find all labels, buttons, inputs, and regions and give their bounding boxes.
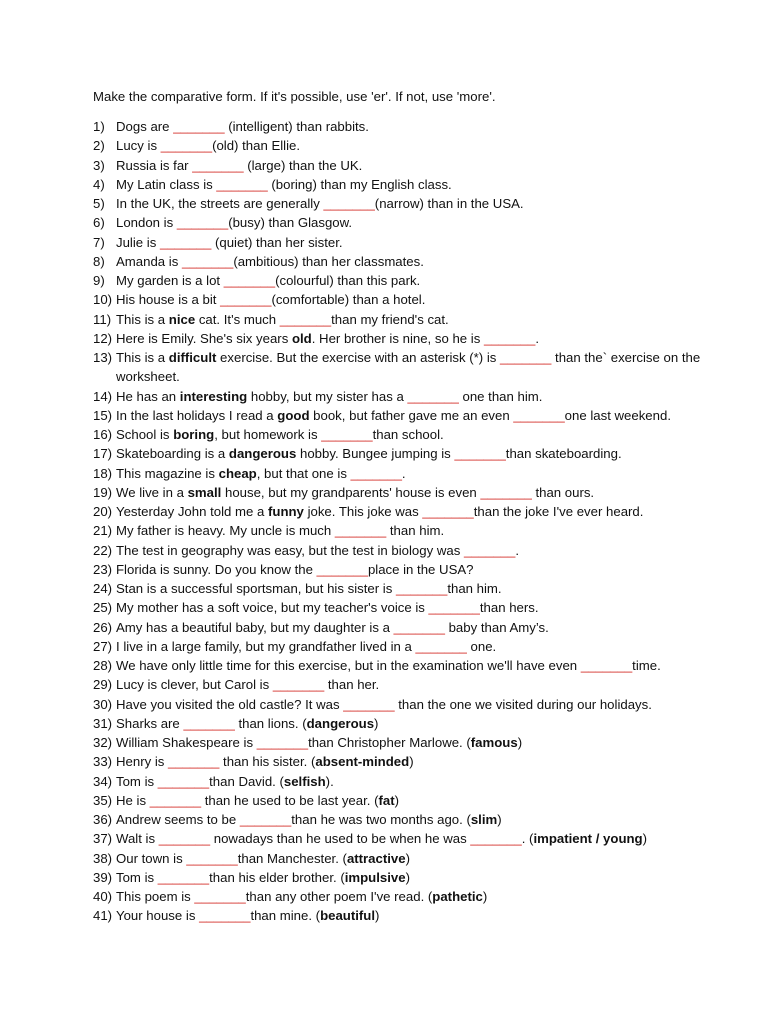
sentence-text: one than him. <box>458 388 543 404</box>
exercise-number: 26) <box>93 619 113 635</box>
answer-blank[interactable]: _______ <box>407 388 459 404</box>
sentence-text: than hers. <box>479 600 539 616</box>
exercise-item <box>93 290 733 309</box>
sentence-text: Dogs are <box>116 119 174 134</box>
exercise-item <box>93 887 733 906</box>
keyword-text: small <box>187 484 222 500</box>
sentence-text: . ( <box>521 831 534 847</box>
sentence-text: than my friend's cat. <box>331 311 449 327</box>
exercise-number: 3) <box>93 157 105 173</box>
exercise-item <box>93 233 733 252</box>
sentence-text: exercise. But the exercise with an asterisk (*) is <box>216 350 501 365</box>
keyword-text: difficult <box>168 350 217 365</box>
exercise-number: 35) <box>93 792 113 808</box>
keyword-text: dangerous <box>306 715 375 731</box>
exercise-sentence <box>116 177 452 192</box>
sentence-text: ) <box>482 889 488 904</box>
sentence-text: than Manchester. ( <box>237 850 347 866</box>
exercise-item <box>93 637 733 656</box>
sentence-text: ) <box>497 812 502 827</box>
exercise-item <box>93 714 733 733</box>
exercise-item <box>93 772 733 791</box>
sentence-text: (ambitious) than her classmates. <box>233 253 424 269</box>
answer-blank[interactable]: _______ <box>279 311 332 327</box>
exercise-number: 12) <box>93 330 113 346</box>
sentence-text: Yesterday John told me a <box>116 504 268 519</box>
exercise-sentence <box>116 427 444 442</box>
sentence-text: Walt is <box>116 831 159 847</box>
exercise-sentence <box>116 138 300 153</box>
exercise-sentence <box>116 215 352 230</box>
sentence-text: than the one we visited during our holidays. <box>394 696 652 712</box>
sentence-text: . <box>401 465 406 481</box>
exercise-number: 41) <box>93 908 113 924</box>
answer-blank[interactable]: _______ <box>428 600 480 616</box>
sentence-text: (busy) than Glasgow. <box>228 215 353 231</box>
exercise-number: 37) <box>93 831 113 847</box>
exercise-sentence <box>116 485 594 500</box>
sentence-text: Lucy is <box>116 138 161 154</box>
answer-blank[interactable]: _______ <box>199 908 251 924</box>
exercise-item <box>93 656 733 675</box>
sentence-text: . <box>535 330 539 346</box>
exercise-sentence <box>116 677 379 692</box>
keyword-text: impulsive <box>344 869 406 885</box>
sentence-text: He is <box>116 792 150 808</box>
exercise-item <box>93 483 733 502</box>
sentence-text: than Christopher Marlowe. ( <box>308 735 471 750</box>
answer-blank[interactable]: _______ <box>183 715 235 731</box>
exercise-item <box>93 579 733 598</box>
sentence-text: joke. This joke was <box>303 504 423 519</box>
exercise-item <box>93 752 733 771</box>
keyword-text: pathetic <box>432 889 483 904</box>
sentence-text: ) <box>405 869 410 885</box>
sentence-text: than any other poem I've read. ( <box>245 889 433 904</box>
exercise-number: 40) <box>93 889 113 904</box>
exercise-number: 2) <box>93 138 105 154</box>
exercise-number: 11) <box>93 311 112 327</box>
keyword-text: absent-minded <box>315 754 410 770</box>
keyword-text: dangerous <box>228 446 297 462</box>
exercise-sentence <box>116 119 369 134</box>
exercise-item <box>93 117 733 136</box>
answer-blank[interactable]: _______ <box>422 504 474 519</box>
instructions-text: Make the comparative form. If it's possible, use 'er'. If not, use 'more'. <box>93 89 496 104</box>
sentence-text: than he was two months ago. ( <box>291 812 471 827</box>
answer-blank[interactable]: _______ <box>157 773 210 789</box>
exercise-sentence <box>116 446 622 461</box>
exercise-sentence <box>116 889 487 904</box>
exercise-sentence <box>116 523 444 538</box>
sentence-text: My father is heavy. My uncle is much <box>116 523 335 539</box>
answer-blank[interactable]: _______ <box>186 850 238 866</box>
keyword-text: cheap <box>218 465 257 481</box>
exercise-sentence <box>116 697 652 712</box>
sentence-text: We live in a <box>116 484 188 500</box>
exercise-item <box>93 618 733 637</box>
exercise-sentence <box>116 196 524 211</box>
sentence-text: than he used to be last year. ( <box>201 792 379 808</box>
sentence-text: This is a <box>116 350 169 365</box>
sentence-text: Florida is sunny. Do you know the <box>116 561 317 577</box>
sentence-text: baby than Amy’s. <box>444 619 549 635</box>
sentence-text: than ours. <box>531 484 595 500</box>
sentence-text: than the joke I've ever heard. <box>473 504 644 519</box>
sentence-text: Henry is <box>116 754 169 770</box>
sentence-text: hobby, but my sister has a <box>247 388 408 404</box>
exercise-number: 16) <box>93 427 113 442</box>
exercise-sentence <box>116 312 449 327</box>
exercise-sentence <box>116 562 474 577</box>
exercise-number: 20) <box>93 504 113 519</box>
sentence-text: , but that one is <box>256 465 351 481</box>
sentence-text: ) <box>374 715 379 731</box>
exercise-item <box>93 387 733 406</box>
sentence-text: Lucy is clever, but Carol is <box>116 677 273 693</box>
answer-blank[interactable]: _______ <box>415 638 467 654</box>
sentence-text: Andrew seems to be <box>116 812 240 827</box>
sentence-text: (comfortable) than a hotel. <box>271 292 426 308</box>
keyword-text: beautiful <box>320 908 376 924</box>
answer-blank[interactable]: _______ <box>239 812 292 827</box>
exercise-item <box>93 425 733 444</box>
answer-blank[interactable]: _______ <box>470 831 522 847</box>
exercise-item <box>93 675 733 694</box>
exercise-sentence <box>116 292 425 307</box>
exercise-item <box>93 271 733 290</box>
answer-blank[interactable]: _______ <box>157 869 210 885</box>
exercise-item <box>93 868 733 887</box>
sentence-text: I live in a large family, but my grandfather lived in a <box>116 638 416 654</box>
answer-blank[interactable]: _______ <box>316 561 368 577</box>
sentence-text: Here is Emily. She's six years <box>116 330 292 346</box>
sentence-text: (narrow) than in the USA. <box>374 196 524 211</box>
exercise-number: 13) <box>93 350 113 365</box>
sentence-text: . Her brother is nine, so he is <box>311 330 484 346</box>
exercise-sentence <box>116 620 549 635</box>
answer-blank[interactable]: _______ <box>256 735 309 750</box>
exercise-number: 27) <box>93 638 113 654</box>
exercise-sentence <box>116 716 378 731</box>
exercise-number: 18) <box>93 465 113 481</box>
sentence-text: My mother has a soft voice, but my teacher's voice is <box>116 600 429 616</box>
exercise-item <box>93 310 733 329</box>
exercise-item <box>93 156 733 175</box>
sentence-text: time. <box>632 658 661 673</box>
keyword-text: interesting <box>179 388 248 404</box>
sentence-text: (intelligent) than rabbits. <box>224 119 369 134</box>
exercise-number: 33) <box>93 754 113 770</box>
sentence-text: cat. It's much <box>195 311 280 327</box>
exercise-number: 6) <box>93 215 105 231</box>
answer-blank[interactable]: _______ <box>463 542 516 558</box>
exercise-sentence <box>116 600 539 615</box>
exercise-number: 1) <box>93 119 105 134</box>
exercise-item <box>93 849 733 868</box>
sentence-text: house, but my grandparents' house is even <box>221 484 481 500</box>
sentence-text: place in the USA? <box>367 561 474 577</box>
keyword-text: old <box>291 330 312 346</box>
exercise-sentence <box>116 273 420 288</box>
answer-blank[interactable]: _______ <box>580 658 633 673</box>
exercise-item <box>93 175 733 194</box>
answer-blank[interactable]: _______ <box>323 196 375 211</box>
sentence-text: than lions. ( <box>234 715 307 731</box>
exercise-number: 31) <box>93 715 113 731</box>
sentence-text: than David. ( <box>209 773 284 789</box>
exercise-number: 24) <box>93 581 113 596</box>
exercise-item <box>93 791 733 810</box>
sentence-text: than him. <box>386 523 445 539</box>
sentence-text: than his elder brother. ( <box>209 869 345 885</box>
exercise-sentence <box>116 408 671 423</box>
keyword-text: attractive <box>346 850 406 866</box>
sentence-text: than him. <box>447 581 502 596</box>
sentence-text: This poem is <box>116 889 195 904</box>
exercise-sentence <box>116 870 410 885</box>
sentence-text: Have you visited the old castle? It was <box>116 696 344 712</box>
sentence-text: In the last holidays I read a <box>116 407 278 423</box>
exercise-sentence <box>116 639 496 654</box>
exercise-list <box>93 117 733 926</box>
sentence-text: William Shakespeare is <box>116 735 257 750</box>
sentence-text: This is a <box>116 311 169 327</box>
exercise-number: 38) <box>93 850 113 866</box>
answer-blank[interactable]: _______ <box>343 696 395 712</box>
answer-blank[interactable]: _______ <box>216 176 268 192</box>
sentence-text: hobby. Bungee jumping is <box>296 446 455 462</box>
exercise-item <box>93 348 733 387</box>
answer-blank[interactable]: _______ <box>149 792 202 808</box>
sentence-text: My garden is a lot <box>116 273 224 288</box>
sentence-text: The test in geography was easy, but the test in biology was <box>116 542 464 558</box>
answer-blank[interactable]: _______ <box>272 677 325 693</box>
sentence-text: He has an <box>116 388 180 404</box>
answer-blank[interactable]: _______ <box>393 619 445 635</box>
exercise-number: 19) <box>93 484 113 500</box>
answer-blank[interactable]: _______ <box>181 253 234 269</box>
exercise-item <box>93 444 733 463</box>
answer-blank[interactable]: _______ <box>350 465 402 481</box>
exercise-item <box>93 810 733 829</box>
sentence-text: Amy has a beautiful baby, but my daughter is a <box>116 619 394 635</box>
exercise-item <box>93 695 733 714</box>
sentence-text: than his sister. ( <box>219 754 316 770</box>
exercise-item <box>93 213 733 232</box>
exercise-sentence <box>116 581 502 596</box>
exercise-number: 7) <box>93 234 105 250</box>
exercise-number: 8) <box>93 253 105 269</box>
answer-blank[interactable]: _______ <box>500 350 552 365</box>
sentence-text: (boring) than my English class. <box>267 176 452 192</box>
exercise-number: 21) <box>93 523 113 539</box>
exercise-sentence <box>116 812 502 827</box>
exercise-number: 17) <box>93 446 113 462</box>
answer-blank[interactable]: _______ <box>480 484 532 500</box>
sentence-text: London is <box>116 215 177 231</box>
sentence-text: (colourful) than this park. <box>275 273 421 288</box>
exercise-item <box>93 502 733 521</box>
sentence-text: Amanda is <box>116 253 182 269</box>
exercise-sentence <box>116 350 700 384</box>
exercise-item <box>93 252 733 271</box>
exercise-number: 4) <box>93 176 105 192</box>
exercise-item <box>93 329 733 348</box>
exercise-number: 34) <box>93 773 113 789</box>
sentence-text: one. <box>466 638 497 654</box>
exercise-number: 10) <box>93 292 113 308</box>
sentence-text: Our town is <box>116 850 187 866</box>
exercise-number: 9) <box>93 273 105 288</box>
sentence-text: Sharks are <box>116 715 184 731</box>
keyword-text: funny <box>268 504 304 519</box>
exercise-number: 30) <box>93 696 113 712</box>
exercise-item <box>93 464 733 483</box>
exercise-number: 14) <box>93 388 113 404</box>
exercise-number: 32) <box>93 735 113 750</box>
exercise-number: 28) <box>93 658 113 673</box>
sentence-text: Your house is <box>116 908 200 924</box>
exercise-sentence <box>116 235 343 250</box>
exercise-sentence <box>116 158 362 173</box>
exercise-number: 36) <box>93 812 113 827</box>
exercise-sentence <box>116 793 399 808</box>
keyword-text: fat <box>378 792 395 808</box>
exercise-number: 5) <box>93 196 105 211</box>
exercise-number: 29) <box>93 677 113 693</box>
sentence-text: This magazine is <box>116 465 219 481</box>
sentence-text: . <box>515 542 519 558</box>
sentence-text: School is <box>116 427 174 442</box>
sentence-text: We have only little time for this exercise, but in the examination we'll have even <box>116 658 581 673</box>
sentence-text: (quiet) than her sister. <box>211 234 343 250</box>
sentence-text: In the UK, the streets are generally <box>116 196 324 211</box>
sentence-text: than school. <box>372 427 444 442</box>
exercise-sentence <box>116 831 647 846</box>
sentence-text: Russia is far <box>116 157 193 173</box>
sentence-text: than skateboarding. <box>505 446 622 462</box>
answer-blank[interactable]: _______ <box>159 234 212 250</box>
answer-blank[interactable]: _______ <box>223 273 276 288</box>
answer-blank[interactable]: _______ <box>395 581 448 596</box>
exercise-sentence <box>116 851 410 866</box>
keyword-text: nice <box>168 311 196 327</box>
keyword-text: slim <box>470 812 498 827</box>
sentence-text: ) <box>375 908 380 924</box>
sentence-text: , but homework is <box>214 427 322 442</box>
exercise-item <box>93 521 733 540</box>
sentence-text: ) <box>409 754 414 770</box>
keyword-text: famous <box>470 735 518 750</box>
exercise-item <box>93 136 733 155</box>
sentence-text: Skateboarding is a <box>116 446 229 462</box>
sentence-text: than mine. ( <box>250 908 321 924</box>
sentence-text: My Latin class is <box>116 176 217 192</box>
exercise-sentence <box>116 254 424 269</box>
answer-blank[interactable]: _______ <box>158 831 211 847</box>
exercise-sentence <box>116 504 643 519</box>
sentence-text: one last weekend. <box>564 407 671 423</box>
exercise-item <box>93 560 733 579</box>
answer-blank[interactable]: _______ <box>483 330 536 346</box>
keyword-text: impatient / young <box>533 831 643 847</box>
exercise-item <box>93 598 733 617</box>
answer-blank[interactable]: _______ <box>194 889 246 904</box>
sentence-text: Tom is <box>116 773 158 789</box>
sentence-text: than the` exercise on the worksheet. <box>116 350 701 385</box>
exercise-item <box>93 406 733 425</box>
sentence-text: book, but father gave me an even <box>309 407 514 423</box>
keyword-text: good <box>277 407 310 423</box>
sentence-text: ). <box>325 773 334 789</box>
exercise-sentence <box>116 658 661 673</box>
sentence-text: His house is a bit <box>116 292 221 308</box>
sentence-text: ) <box>405 850 410 866</box>
exercise-number: 25) <box>93 600 113 616</box>
answer-blank[interactable]: _______ <box>220 292 272 308</box>
keyword-text: boring <box>173 427 215 442</box>
exercise-sentence <box>116 543 519 558</box>
answer-blank[interactable]: _______ <box>160 138 213 154</box>
sentence-text: (large) than the UK. <box>243 157 363 173</box>
exercise-item <box>93 906 733 925</box>
answer-blank[interactable]: _______ <box>513 407 565 423</box>
sentence-text: ) <box>517 735 523 750</box>
answer-blank[interactable]: _______ <box>168 754 220 770</box>
exercise-item <box>93 194 733 213</box>
sentence-text: ) <box>642 831 648 847</box>
answer-blank[interactable]: _______ <box>192 157 244 173</box>
exercise-number: 22) <box>93 542 113 558</box>
exercise-item <box>93 829 733 848</box>
exercise-number: 23) <box>93 561 113 577</box>
sentence-text: (old) than Ellie. <box>212 138 301 154</box>
sentence-text: ) <box>394 792 400 808</box>
exercise-sentence <box>116 754 414 769</box>
exercise-item <box>93 541 733 560</box>
sentence-text: Stan is a successful sportsman, but his sister is <box>116 581 396 596</box>
exercise-sentence <box>116 466 406 481</box>
answer-blank[interactable]: _______ <box>173 119 225 134</box>
answer-blank[interactable]: _______ <box>334 523 387 539</box>
exercise-sentence <box>116 389 542 404</box>
keyword-text: selfish <box>283 773 326 789</box>
exercise-sentence <box>116 774 334 789</box>
exercise-number: 39) <box>93 869 113 885</box>
exercise-item <box>93 733 733 752</box>
sentence-text: Tom is <box>116 869 158 885</box>
answer-blank[interactable]: _______ <box>321 427 373 442</box>
exercise-sentence <box>116 331 539 346</box>
sentence-text: Julie is <box>116 234 160 250</box>
answer-blank[interactable]: _______ <box>454 446 506 462</box>
exercise-sentence <box>116 735 522 750</box>
sentence-text: than her. <box>324 677 380 693</box>
answer-blank[interactable]: _______ <box>176 215 229 231</box>
exercise-number: 15) <box>93 407 113 423</box>
sentence-text: nowadays than he used to be when he was <box>210 831 471 847</box>
exercise-sentence <box>116 908 379 923</box>
